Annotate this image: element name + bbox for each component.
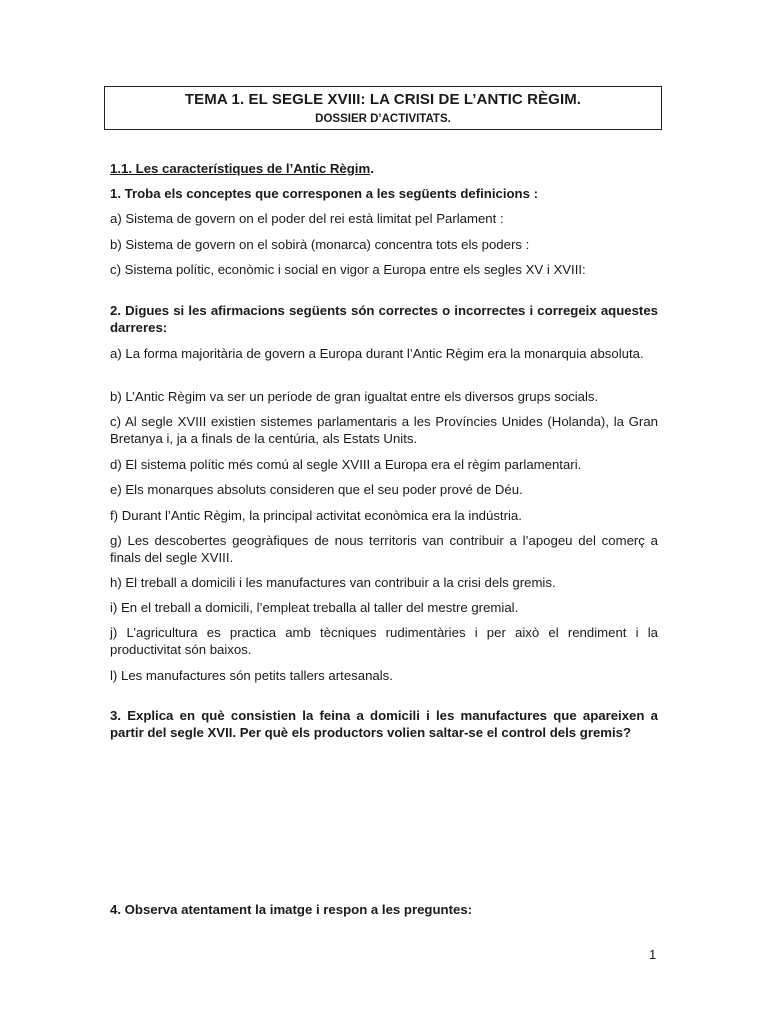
question-2-item-a: a) La forma majoritària de govern a Europa durant l’Antic Règim era la monarquia absoluta. bbox=[110, 346, 644, 361]
question-4-prompt: 4. Observa atentament la imatge i respon a les preguntes: bbox=[110, 902, 473, 917]
section-heading-period: . bbox=[370, 161, 374, 176]
question-2-item-g: g) Les descobertes geogràfiques de nous territoris van contribuir a l’apogeu del comerç a finals del segle XVIII. bbox=[110, 533, 658, 565]
question-2-item-d: d) El sistema polític més comú al segle XVIII a Europa era el règim parlamentari. bbox=[110, 457, 582, 472]
question-3-prompt: 3. Explica en què consistien la feina a domicili i les manufactures que apareixen a partir del segle XVII. Per què els productors volien saltar-se el control dels gremis? bbox=[110, 708, 658, 740]
question-1-item-b: b) Sistema de govern on el sobirà (monarca) concentra tots els poders : bbox=[110, 237, 530, 252]
question-2-item-l: l) Les manufactures són petits tallers artesanals. bbox=[110, 668, 393, 683]
question-2-item-b: b) L’Antic Règim va ser un període de gran igualtat entre els diversos grups socials. bbox=[110, 389, 599, 404]
question-2-item-j: j) L’agricultura es practica amb tècniques rudimentàries i per això el rendiment i la productivitat són baixos. bbox=[110, 625, 658, 657]
question-2-item-e: e) Els monarques absoluts consideren que el seu poder prové de Déu. bbox=[110, 482, 523, 497]
question-2-item-i: i) En el treball a domicili, l’empleat treballa al taller del mestre gremial. bbox=[110, 600, 519, 615]
question-1-prompt: 1. Troba els conceptes que corresponen a les següents definicions : bbox=[110, 186, 538, 201]
question-1-item-c: c) Sistema polític, econòmic i social en vigor a Europa entre els segles XV i XVIII: bbox=[110, 262, 586, 277]
document-title: TEMA 1. EL SEGLE XVIII: LA CRISI DE L’ANTIC RÈGIM. bbox=[184, 91, 582, 108]
question-2-item-h: h) El treball a domicili i les manufactures van contribuir a la crisi dels gremis. bbox=[110, 575, 556, 590]
title-box bbox=[104, 86, 662, 130]
question-1-item-a: a) Sistema de govern on el poder del rei està limitat pel Parlament : bbox=[110, 211, 504, 226]
question-2-item-c: c) Al segle XVIII existien sistemes parlamentaris a les Províncies Unides (Holanda), la Gran Bretanya i, ja a finals de la centúria, als Estats Units. bbox=[110, 414, 658, 446]
question-2-item-f: f) Durant l’Antic Règim, la principal activitat econòmica era la indústria. bbox=[110, 508, 522, 523]
page-number: 1 bbox=[649, 947, 657, 962]
document-subtitle: DOSSIER D’ACTIVITATS. bbox=[315, 113, 451, 125]
question-2-prompt: 2. Digues si les afirmacions següents són correctes o incorrectes i corregeix aquestes darreres: bbox=[110, 303, 658, 335]
section-heading-text: 1.1. Les característiques de l’Antic Règim bbox=[110, 161, 371, 176]
section-heading bbox=[110, 160, 658, 177]
